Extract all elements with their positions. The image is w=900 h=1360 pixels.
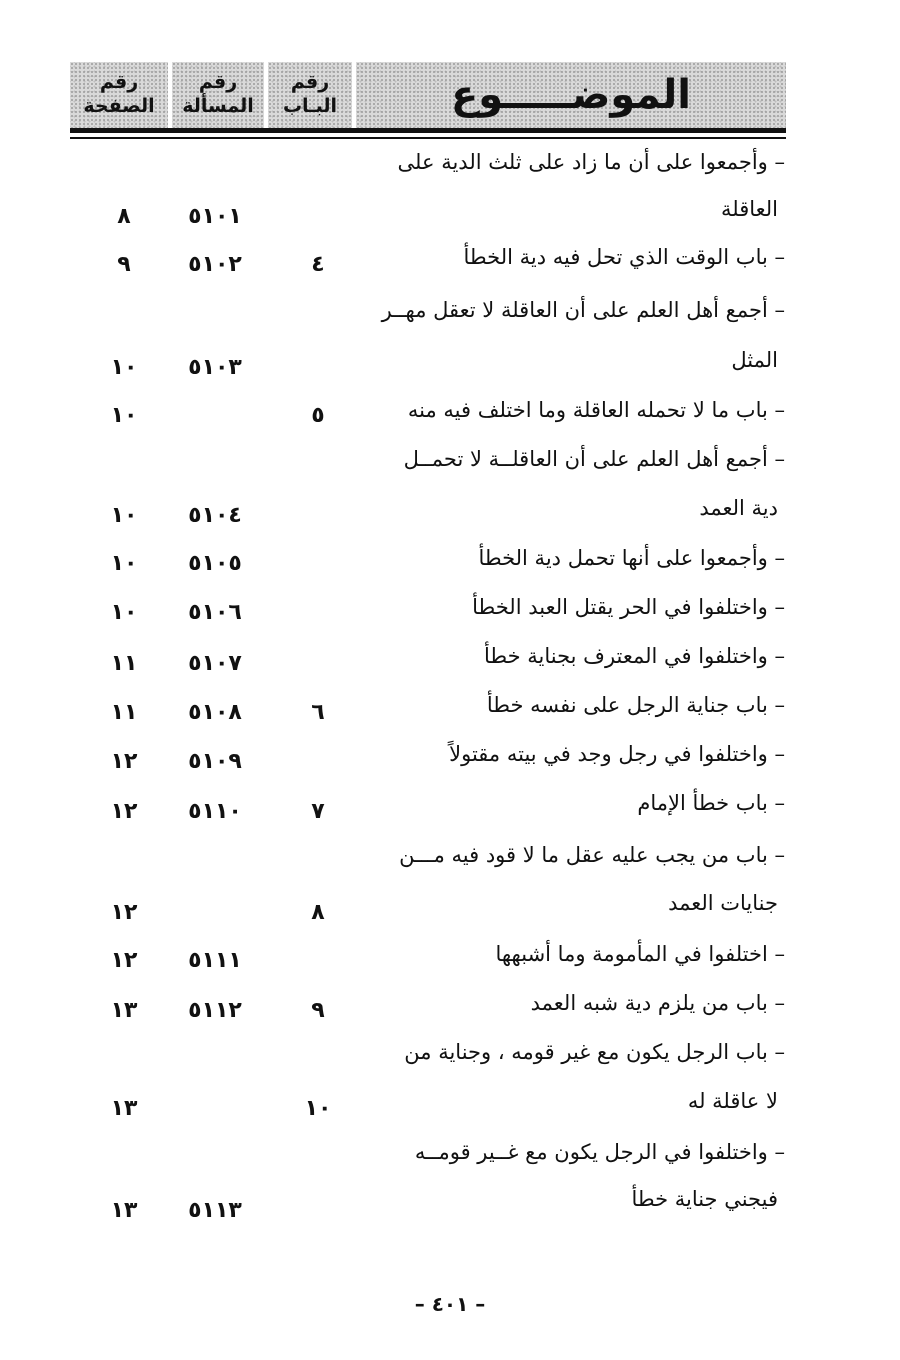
header-page-label-1: رقم [99, 71, 139, 93]
header-chapter-label-2: البـاب [282, 95, 338, 117]
entry-2-chapter: ٤ [311, 252, 325, 277]
entry-11-chapter: ٧ [311, 799, 325, 824]
entry-5-line-1: – أجمع أهل العلم على أن العاقلــة لا تحمــل [403, 447, 785, 471]
entry-11-page: ١٢ [110, 799, 138, 824]
entry-15-chapter: ١٠ [304, 1096, 332, 1121]
entry-6-line-1: – وأجمعوا على أنها تحمل دية الخطأ [478, 546, 785, 570]
entry-6-page: ١٠ [110, 551, 138, 576]
header-issue-column [172, 62, 264, 128]
entry-7-issue: ٥١٠٦ [188, 600, 242, 625]
entry-16-page: ١٣ [110, 1198, 138, 1223]
header-rule-thin [70, 137, 786, 139]
entry-8-line-1: – واختلفوا في المعترف بجناية خطأ [483, 644, 785, 668]
entry-1-line-2: العاقلة [720, 197, 778, 221]
entry-9-issue: ٥١٠٨ [188, 700, 242, 725]
entry-13-page: ١٢ [110, 948, 138, 973]
header-page-label-2: الصفحة [83, 95, 155, 117]
header-topic-label: الموضـــــوع [450, 72, 692, 118]
entry-11-issue: ٥١١٠ [188, 799, 242, 824]
entry-12-chapter: ٨ [311, 900, 325, 925]
entry-8-page: ١١ [110, 651, 138, 676]
entry-7-line-1: – واختلفوا في الحر يقتل العبد الخطأ [472, 595, 785, 619]
entry-15-line-2: لا عاقلة له [687, 1089, 778, 1113]
entry-9-chapter: ٦ [311, 700, 325, 725]
page-number: – ٤٠١ – [414, 1292, 486, 1316]
entry-4-page: ١٠ [110, 403, 138, 428]
entry-10-line-1: – واختلفوا في رجل وجد في بيته مقتولاً [449, 742, 785, 766]
header-topic [356, 62, 786, 128]
entry-6-issue: ٥١٠٥ [188, 551, 242, 576]
entry-2-line-1: – باب الوقت الذي تحل فيه دية الخطأ [463, 245, 785, 269]
header-chapter-label-1: رقم [290, 71, 330, 93]
entry-14-issue: ٥١١٢ [188, 998, 242, 1023]
entry-5-issue: ٥١٠٤ [188, 503, 242, 528]
entry-4-chapter: ٥ [311, 403, 325, 428]
entry-13-line-1: – اختلفوا في المأمومة وما أشبهها [495, 942, 785, 966]
entry-16-issue: ٥١١٣ [188, 1198, 242, 1223]
entry-3-line-1: – أجمع أهل العلم على أن العاقلة لا تعقل مهــر [381, 298, 785, 322]
entry-4-line-1: – باب ما لا تحمله العاقلة وما اختلف فيه منه [407, 398, 785, 422]
entry-8-issue: ٥١٠٧ [188, 651, 242, 676]
entry-1-page: ٨ [117, 204, 131, 229]
entry-7-page: ١٠ [110, 600, 138, 625]
entry-3-line-2: المثل [731, 348, 778, 372]
entry-11-line-1: – باب خطأ الإمام [637, 791, 785, 815]
entry-14-page: ١٣ [110, 998, 138, 1023]
entry-12-line-2: جنايات العمد [668, 891, 778, 915]
entry-9-line-1: – باب جناية الرجل على نفسه خطأ [486, 693, 785, 717]
entry-10-page: ١٢ [110, 749, 138, 774]
entry-1-line-1: – وأجمعوا على أن ما زاد على ثلث الدية على [397, 150, 785, 174]
entry-16-line-1: – واختلفوا في الرجل يكون مع غــير قومــه [414, 1140, 785, 1164]
header-issue-label-1: رقم [198, 71, 238, 93]
entry-14-chapter: ٩ [311, 998, 325, 1023]
entry-5-page: ١٠ [110, 503, 138, 528]
entry-9-page: ١١ [110, 700, 138, 725]
entry-5-line-2: دية العمد [699, 496, 778, 520]
header-rule-thick [70, 128, 786, 133]
entry-15-page: ١٣ [110, 1096, 138, 1121]
entry-13-issue: ٥١١١ [188, 948, 242, 973]
entry-16-line-2: فيجني جناية خطأ [631, 1187, 778, 1211]
entry-2-issue: ٥١٠٢ [188, 252, 242, 277]
entry-15-line-1: – باب الرجل يكون مع غير قومه ، وجناية من [404, 1040, 785, 1064]
header-chapter-column [268, 62, 352, 128]
header-page-column [70, 62, 168, 128]
entry-12-line-1: – باب من يجب عليه عقل ما لا قود فيه مـــن [399, 843, 785, 867]
entry-3-page: ١٠ [110, 355, 138, 380]
entry-12-page: ١٢ [110, 900, 138, 925]
entry-3-issue: ٥١٠٣ [188, 355, 242, 380]
entry-1-issue: ٥١٠١ [188, 204, 242, 229]
entry-2-page: ٩ [117, 252, 131, 277]
entry-10-issue: ٥١٠٩ [188, 749, 242, 774]
header-issue-label-2: المسألة [182, 95, 254, 117]
entry-14-line-1: – باب من يلزم دية شبه العمد [530, 991, 785, 1015]
